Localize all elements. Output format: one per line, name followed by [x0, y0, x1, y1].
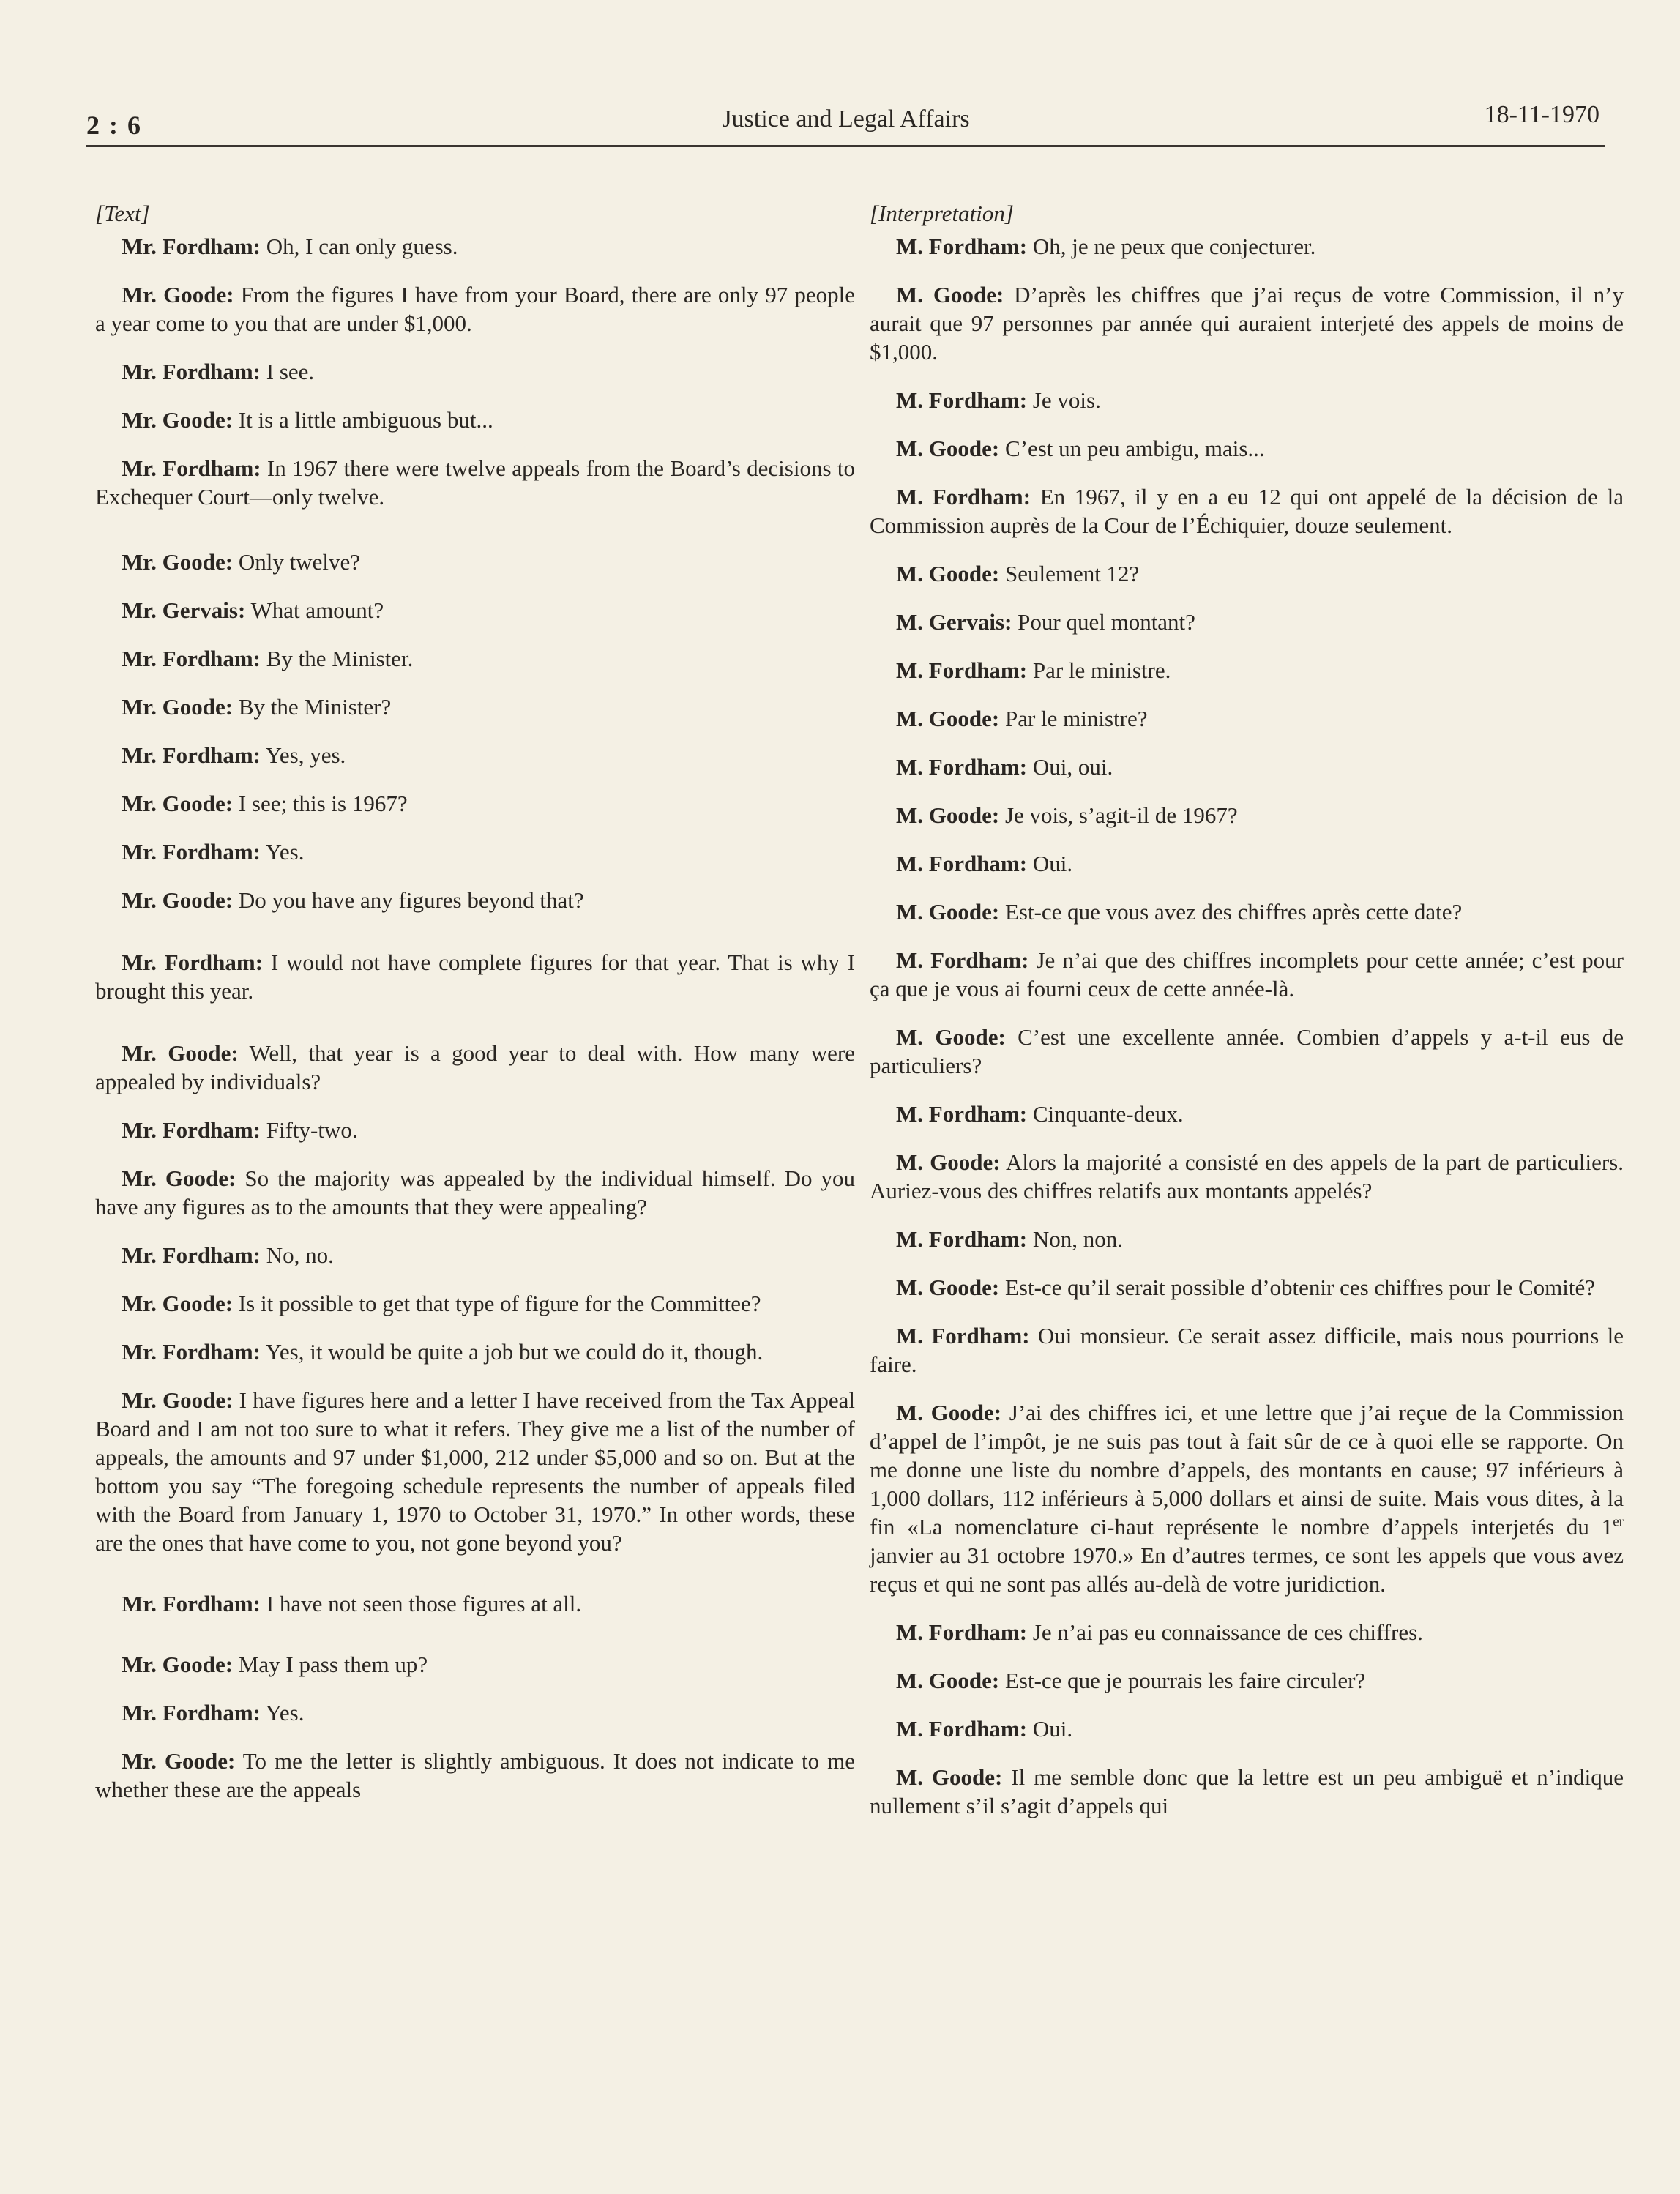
transcript-paragraph: [95, 837, 855, 866]
speech-text: What amount?: [245, 597, 384, 623]
transcript-paragraph: [95, 1337, 855, 1366]
speaker-name: M. Fordham:: [896, 1716, 1028, 1742]
transcript-paragraph: [95, 1289, 855, 1318]
speaker-name: M. Fordham:: [896, 1323, 1030, 1348]
speaker-name: Mr. Goode:: [122, 549, 234, 575]
speaker-name: Mr. Goode:: [122, 791, 234, 816]
speaker-name: M. Fordham:: [896, 947, 1029, 973]
speech-text: Par le ministre?: [999, 706, 1148, 731]
speech-text: From the figures I have from your Board, there are only 97 people a year come to you that are under $1,000.: [95, 282, 856, 336]
transcript-paragraph: [870, 434, 1624, 463]
speech-text: Only twelve?: [233, 549, 360, 575]
transcript-paragraph: [95, 1241, 855, 1269]
speaker-name: M. Goode:: [896, 1275, 1000, 1300]
speaker-name: M. Goode:: [896, 436, 1000, 461]
transcript-paragraph: [870, 1763, 1624, 1820]
transcript-paragraph: [870, 1714, 1624, 1743]
transcript-paragraph: [870, 1225, 1624, 1253]
transcript-paragraph: [95, 1039, 855, 1096]
speaker-name: Mr. Goode:: [122, 1291, 234, 1316]
speaker-name: M. Goode:: [896, 1668, 1000, 1693]
speaker-name: M. Fordham:: [896, 754, 1028, 780]
transcript-paragraph: [95, 1698, 855, 1727]
transcript-paragraph: [870, 704, 1624, 733]
speaker-name: Mr. Goode:: [122, 694, 234, 720]
speech-text: Non, non.: [1027, 1226, 1123, 1252]
transcript-paragraph: [870, 656, 1624, 684]
transcript-paragraph: [870, 482, 1624, 540]
speaker-name: M. Goode:: [896, 899, 1000, 925]
speech-text: Do you have any figures beyond that?: [233, 887, 584, 913]
speech-text: Est-ce qu’il serait possible d’obtenir ces chiffres pour le Comité?: [999, 1275, 1595, 1300]
speech-text: Alors la majorité a consisté en des appels de la part de particuliers. Auriez-vous des chiffres relatifs aux montants appelés?: [870, 1149, 1624, 1204]
speech-text: Oui, oui.: [1027, 754, 1113, 780]
speaker-name: M. Fordham:: [896, 1101, 1028, 1127]
transcript-paragraph: [95, 280, 855, 337]
speaker-name: Mr. Goode:: [122, 1165, 236, 1191]
speech-text: Yes, yes.: [261, 742, 346, 768]
speech-text: Fifty-two.: [261, 1117, 358, 1143]
french-column: [870, 199, 1624, 1840]
speaker-name: M. Goode:: [896, 1024, 1006, 1050]
speaker-name: Mr. Fordham:: [122, 1339, 261, 1365]
page-number: 2 : 6: [86, 111, 142, 140]
speaker-name: Mr. Goode:: [122, 1387, 234, 1413]
transcript-paragraph: [95, 948, 855, 1005]
speech-text: No, no.: [261, 1242, 334, 1268]
speech-text: Cinquante-deux.: [1027, 1101, 1184, 1127]
speech-text: By the Minister?: [233, 694, 392, 720]
page-title: Justice and Legal Affairs: [722, 105, 970, 133]
english-column: [95, 199, 855, 1824]
speech-text: May I pass them up?: [233, 1652, 428, 1677]
transcript-paragraph: [95, 1747, 855, 1804]
transcript-paragraph: [870, 753, 1624, 781]
transcript-paragraph: [95, 789, 855, 818]
transcript-paragraph: [870, 849, 1624, 878]
ordinal-superscript: er: [1613, 1514, 1624, 1530]
transcript-paragraph: [95, 741, 855, 769]
section-label: [Interpretation]: [870, 201, 1014, 226]
speech-text: C’est un peu ambigu, mais...: [999, 436, 1265, 461]
speaker-name: Mr. Fordham:: [122, 646, 261, 671]
speaker-name: Mr. Fordham:: [122, 949, 264, 975]
transcript-paragraph: [95, 596, 855, 624]
speaker-name: M. Goode:: [896, 561, 1000, 586]
transcript-paragraph: [95, 232, 855, 261]
speaker-name: Mr. Fordham:: [122, 234, 261, 259]
speaker-name: M. Goode:: [896, 1149, 1001, 1175]
transcript-paragraph: [870, 1398, 1624, 1598]
transcript-paragraph: [870, 1148, 1624, 1205]
speech-text: D’après les chiffres que j’ai reçus de votre Commission, il n’y aurait que 97 personnes par année qui auraient interjeté des appels de moins de $1,000.: [870, 282, 1624, 365]
speech-text: In 1967 there were twelve appeals from the Board’s decisions to Exchequer Court—only twelve.: [95, 455, 855, 510]
speech-text: I would not have complete figures for that year. That is why I brought this year.: [95, 949, 855, 1004]
speech-text: Oh, I can only guess.: [261, 234, 458, 259]
transcript-paragraph: [95, 1589, 855, 1618]
speaker-name: M. Gervais:: [896, 609, 1012, 635]
speech-text: Seulement 12?: [999, 561, 1140, 586]
transcript-paragraph: [870, 559, 1624, 588]
transcript-paragraph: [870, 1100, 1624, 1128]
transcript-paragraph: [95, 357, 855, 386]
speech-text: En 1967, il y en a eu 12 qui ont appelé de la décision de la Commission auprès de la Cour de l’Échiquier, douze seulement.: [870, 484, 1624, 538]
transcript-paragraph: [95, 886, 855, 914]
speech-text: Je vois, s’agit-il de 1967?: [999, 802, 1238, 828]
speaker-name: Mr. Goode:: [122, 1040, 239, 1066]
speech-text: It is a little ambiguous but...: [233, 407, 493, 433]
speaker-name: M. Goode:: [896, 706, 1000, 731]
speech-text: Oh, je ne peux que conjecturer.: [1027, 234, 1316, 259]
speaker-name: M. Fordham:: [896, 387, 1028, 413]
speech-text: Oui.: [1027, 851, 1073, 876]
transcript-paragraph: [870, 1273, 1624, 1302]
speech-text: So the majority was appealed by the individual himself. Do you have any figures as to the amounts that they were appealing?: [95, 1165, 855, 1220]
speech-text: Est-ce que vous avez des chiffres après cette date?: [999, 899, 1463, 925]
speech-text: Pour quel montant?: [1012, 609, 1195, 635]
speaker-name: M. Goode:: [896, 802, 1000, 828]
transcript-paragraph: [870, 898, 1624, 926]
transcript-paragraph: [95, 1116, 855, 1144]
speech-text: Je n’ai pas eu connaissance de ces chiffres.: [1027, 1619, 1423, 1645]
speaker-name: Mr. Fordham:: [122, 1700, 261, 1725]
speaker-name: Mr. Fordham:: [122, 1242, 261, 1268]
transcript-paragraph: [870, 280, 1624, 366]
speech-text: Il me semble donc que la lettre est un peu ambiguë et n’indique nullement s’il s’agit d’appels qui: [870, 1764, 1624, 1818]
speech-text: I have figures here and a letter I have received from the Tax Appeal Board and I am not too sure to what it refers. They give me a list of the number of appeals, the amounts and 97 under $1,000, 212 under $5,000 and so on. But at the bottom you say “The foregoing schedule represents the number of appeals filed with the Board from January 1, 1970 to October 31, 1970.” In other words, these are the ones that have come to you, not gone beyond you?: [95, 1387, 855, 1556]
speech-text: Well, that year is a good year to deal with. How many were appealed by individuals?: [95, 1040, 856, 1094]
speaker-name: M. Goode:: [896, 282, 1004, 307]
speech-text: I have not seen those figures at all.: [261, 1591, 582, 1616]
speech-text: C’est une excellente année. Combien d’appels y a-t-il eus de particuliers?: [870, 1024, 1624, 1078]
speaker-name: M. Goode:: [896, 1400, 1002, 1425]
speaker-name: M. Fordham:: [896, 657, 1028, 683]
speaker-name: M. Fordham:: [896, 1619, 1028, 1645]
speech-text: Est-ce que je pourrais les faire circuler?: [999, 1668, 1366, 1693]
transcript-paragraph: [870, 1618, 1624, 1646]
speaker-name: Mr. Fordham:: [122, 359, 261, 384]
speech-text: Yes, it would be quite a job but we could do it, though.: [261, 1339, 764, 1365]
transcript-paragraph: [95, 1164, 855, 1221]
speech-text: I see.: [261, 359, 315, 384]
section-label: [Text]: [95, 201, 150, 226]
transcript-paragraph: [870, 946, 1624, 1003]
speaker-name: Mr. Fordham:: [122, 1591, 261, 1616]
speaker-name: M. Fordham:: [896, 484, 1031, 510]
speech-text: J’ai des chiffres ici, et une lettre que j’ai reçue de la Commission d’appel de l’impôt, je ne suis pas tout à fait sûr de ce à quoi elle se rapporte. On me donne une liste du nombre d’appels, des montants en cause; 97 inférieurs à 1,000 dollars, 112 inférieurs à 5,000 dollars et ainsi de suite. Mais vous dites, à la fin «La nomenclature ci-haut représente le nombre d’appels interjetés du 1: [870, 1400, 1624, 1540]
speaker-name: M. Goode:: [896, 1764, 1003, 1790]
speaker-name: Mr. Goode:: [122, 1748, 236, 1774]
speech-text: I see; this is 1967?: [233, 791, 408, 816]
speech-text: Je n’ai que des chiffres incomplets pour cette année; c’est pour ça que je vous ai fourni ceux de cette année-là.: [870, 947, 1624, 1001]
speaker-name: Mr. Goode:: [122, 282, 234, 307]
speaker-name: Mr. Fordham:: [122, 839, 261, 865]
speaker-name: M. Fordham:: [896, 234, 1028, 259]
transcript-paragraph: [95, 548, 855, 576]
speech-text: Yes.: [261, 1700, 305, 1725]
transcript-paragraph: [95, 693, 855, 721]
speaker-name: M. Fordham:: [896, 1226, 1028, 1252]
speech-text: Yes.: [261, 839, 305, 865]
speaker-name: M. Fordham:: [896, 851, 1028, 876]
transcript-paragraph: [870, 608, 1624, 636]
speaker-name: Mr. Gervais:: [122, 597, 246, 623]
transcript-paragraph: [870, 801, 1624, 829]
speech-text-continued: janvier au 31 octobre 1970.» En d’autres termes, ce sont les appels que vous avez reçus et qui ne sont pas allés au-delà de votre juridiction.: [870, 1542, 1624, 1597]
transcript-paragraph: [95, 454, 855, 511]
speech-text: By the Minister.: [261, 646, 414, 671]
speech-text: Oui monsieur. Ce serait assez difficile, mais nous pourrions le faire.: [870, 1323, 1624, 1377]
speaker-name: Mr. Fordham:: [122, 1117, 261, 1143]
speech-text: Je vois.: [1027, 387, 1101, 413]
transcript-paragraph: [870, 1321, 1624, 1378]
transcript-paragraph: [95, 406, 855, 434]
transcript-paragraph: [95, 1386, 855, 1557]
speaker-name: Mr. Fordham:: [122, 455, 261, 481]
page-header: [86, 101, 1605, 147]
speaker-name: Mr. Fordham:: [122, 742, 261, 768]
speech-text: Par le ministre.: [1027, 657, 1171, 683]
transcript-paragraph: [95, 1650, 855, 1679]
transcript-paragraph: [95, 644, 855, 673]
transcript-paragraph: [870, 232, 1624, 261]
transcript-paragraph: [870, 1666, 1624, 1695]
speaker-name: Mr. Goode:: [122, 887, 234, 913]
speech-text: To me the letter is slightly ambiguous. It does not indicate to me whether these are the appeals: [95, 1748, 855, 1802]
page-date: 18-11-1970: [1484, 101, 1599, 128]
speaker-name: Mr. Goode:: [122, 407, 234, 433]
transcript-paragraph: [870, 386, 1624, 414]
transcript-paragraph: [870, 1023, 1624, 1080]
speaker-name: Mr. Goode:: [122, 1652, 234, 1677]
speech-text: Oui.: [1027, 1716, 1073, 1742]
speech-text: Is it possible to get that type of figure for the Committee?: [233, 1291, 761, 1316]
